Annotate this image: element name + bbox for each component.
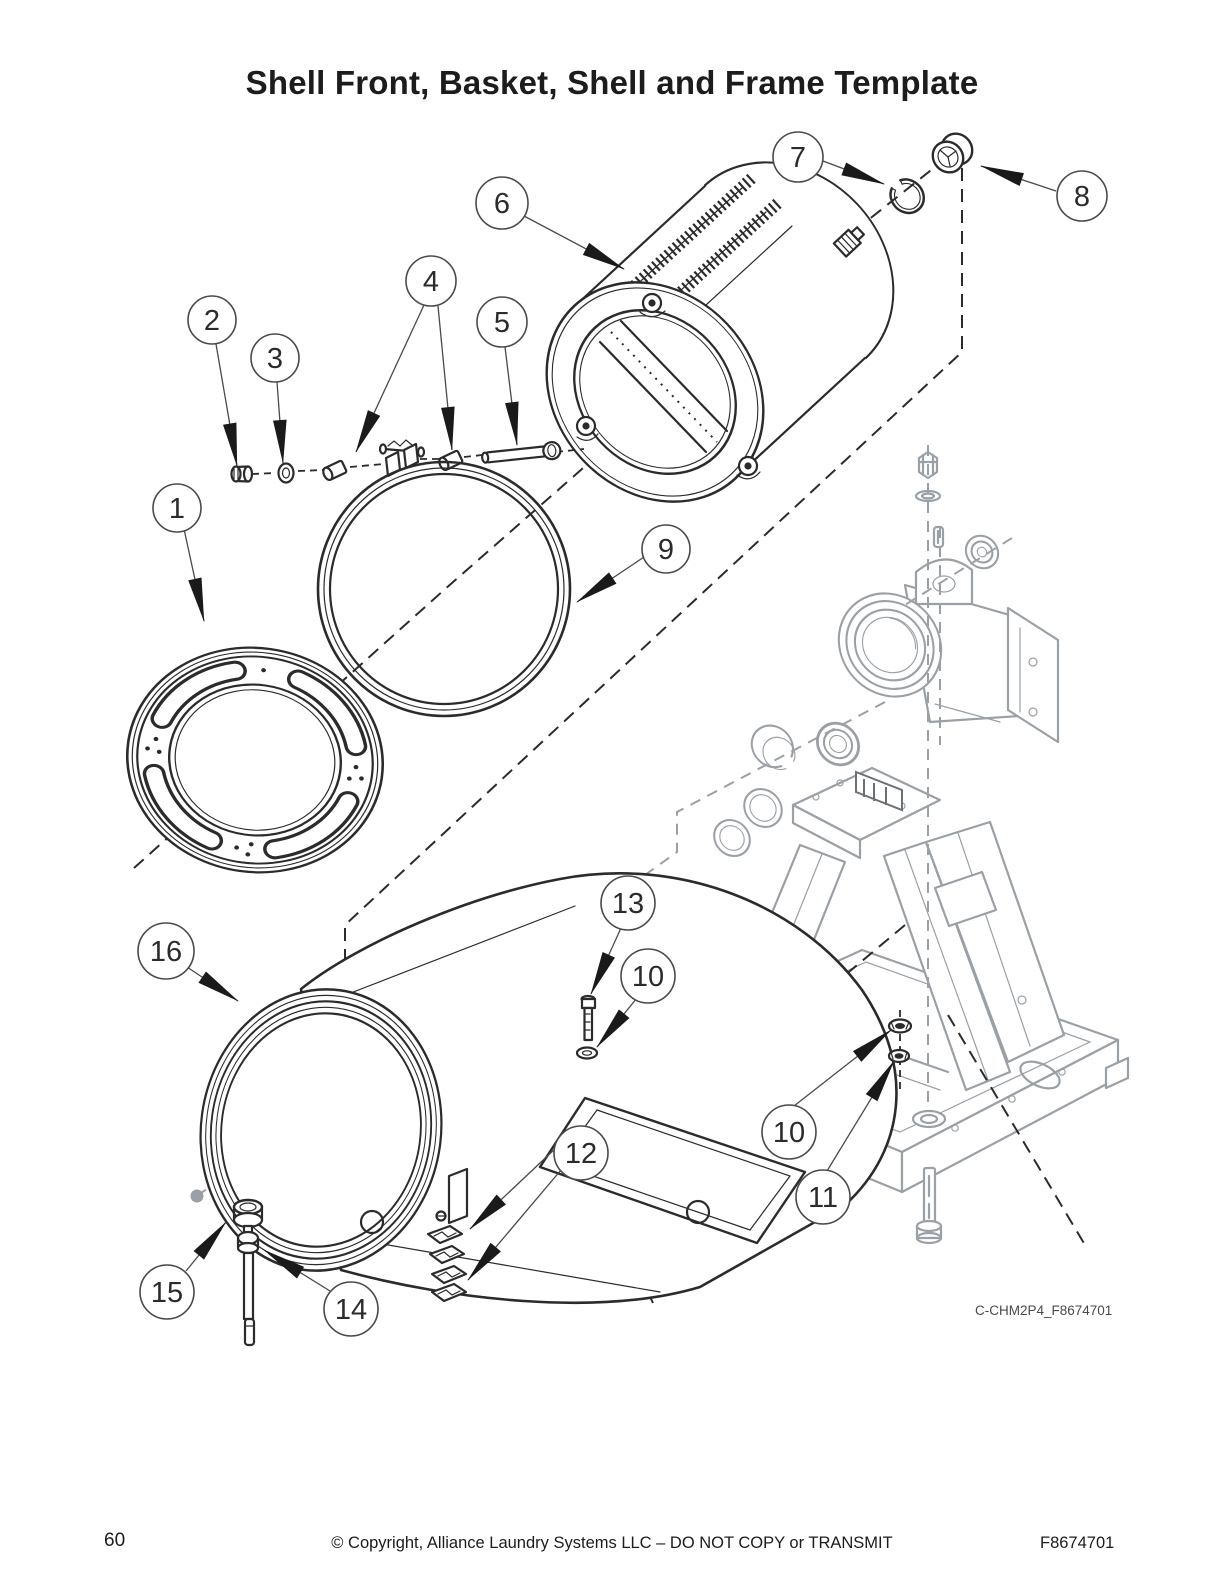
svg-text:8: 8	[1073, 181, 1091, 213]
leader-5	[505, 347, 517, 445]
clamp-hardware	[232, 440, 585, 483]
drain-valve-parts	[234, 1200, 262, 1345]
svg-text:10: 10	[631, 961, 665, 993]
leader-2	[216, 344, 237, 466]
leader-6	[524, 216, 624, 269]
callout-balloon-10-lower	[762, 1105, 816, 1159]
svg-text:9: 9	[657, 534, 675, 566]
page-title: Shell Front, Basket, Shell and Frame Template	[245, 64, 979, 101]
leader-1	[184, 529, 204, 621]
leader-9	[577, 557, 644, 602]
callout-balloon-1	[153, 484, 201, 532]
svg-text:12: 12	[564, 1138, 598, 1170]
basket	[502, 118, 938, 546]
callout-balloon-4	[406, 256, 456, 306]
bearing-housing-assembly	[818, 559, 1058, 742]
copyright-notice: © Copyright, Alliance Laundry Systems LLC – DO NOT COPY or TRANSMIT	[331, 1534, 893, 1552]
svg-text:7: 7	[789, 142, 807, 174]
diagram-caption: C-CHM2P4_F8674701	[975, 1303, 1113, 1318]
document-number: F8674701	[1040, 1534, 1115, 1552]
callout-balloon-11	[796, 1170, 850, 1224]
callout-balloon-2	[188, 296, 236, 344]
callout-balloon-15	[140, 1265, 194, 1319]
clamp-ring	[318, 462, 570, 716]
leader-7	[823, 161, 884, 184]
leader-15	[186, 1222, 226, 1271]
leader-3	[277, 382, 283, 463]
shell	[183, 873, 897, 1302]
page-number: 60	[104, 1530, 126, 1551]
retainer-ring	[885, 174, 931, 220]
svg-text:10: 10	[772, 1117, 806, 1149]
svg-text:3: 3	[266, 343, 284, 375]
leader-16	[187, 967, 238, 1001]
svg-text:4: 4	[422, 266, 440, 298]
svg-text:16: 16	[149, 936, 183, 968]
callout-balloon-14	[324, 1282, 378, 1336]
spacer	[321, 460, 346, 481]
svg-text:6: 6	[493, 188, 511, 220]
callout-balloon-5	[477, 297, 527, 347]
leader-8	[981, 166, 1056, 191]
svg-text:5: 5	[493, 307, 511, 339]
svg-text:2: 2	[203, 305, 221, 337]
callout-balloon-10-upper	[621, 949, 675, 1003]
svg-text:14: 14	[334, 1294, 368, 1326]
svg-text:11: 11	[807, 1182, 839, 1214]
callout-balloon-12	[554, 1126, 608, 1180]
leader-4a	[356, 305, 424, 452]
svg-text:1: 1	[168, 493, 186, 525]
clamp-pin	[481, 441, 561, 466]
pin-icon	[934, 527, 943, 547]
bearing	[926, 127, 978, 178]
callout-balloon-8	[1057, 171, 1107, 221]
callout-balloon-13	[601, 876, 655, 930]
callout-balloon-9	[642, 525, 690, 573]
callout-balloon-7	[773, 132, 823, 182]
leader-4b	[438, 306, 452, 450]
callout-balloon-3	[251, 334, 299, 382]
screw	[232, 467, 253, 482]
svg-text:15: 15	[150, 1277, 184, 1309]
washer	[279, 464, 294, 483]
callout-balloon-16	[138, 923, 194, 979]
callout-balloon-6	[476, 177, 528, 229]
svg-text:13: 13	[611, 888, 645, 920]
